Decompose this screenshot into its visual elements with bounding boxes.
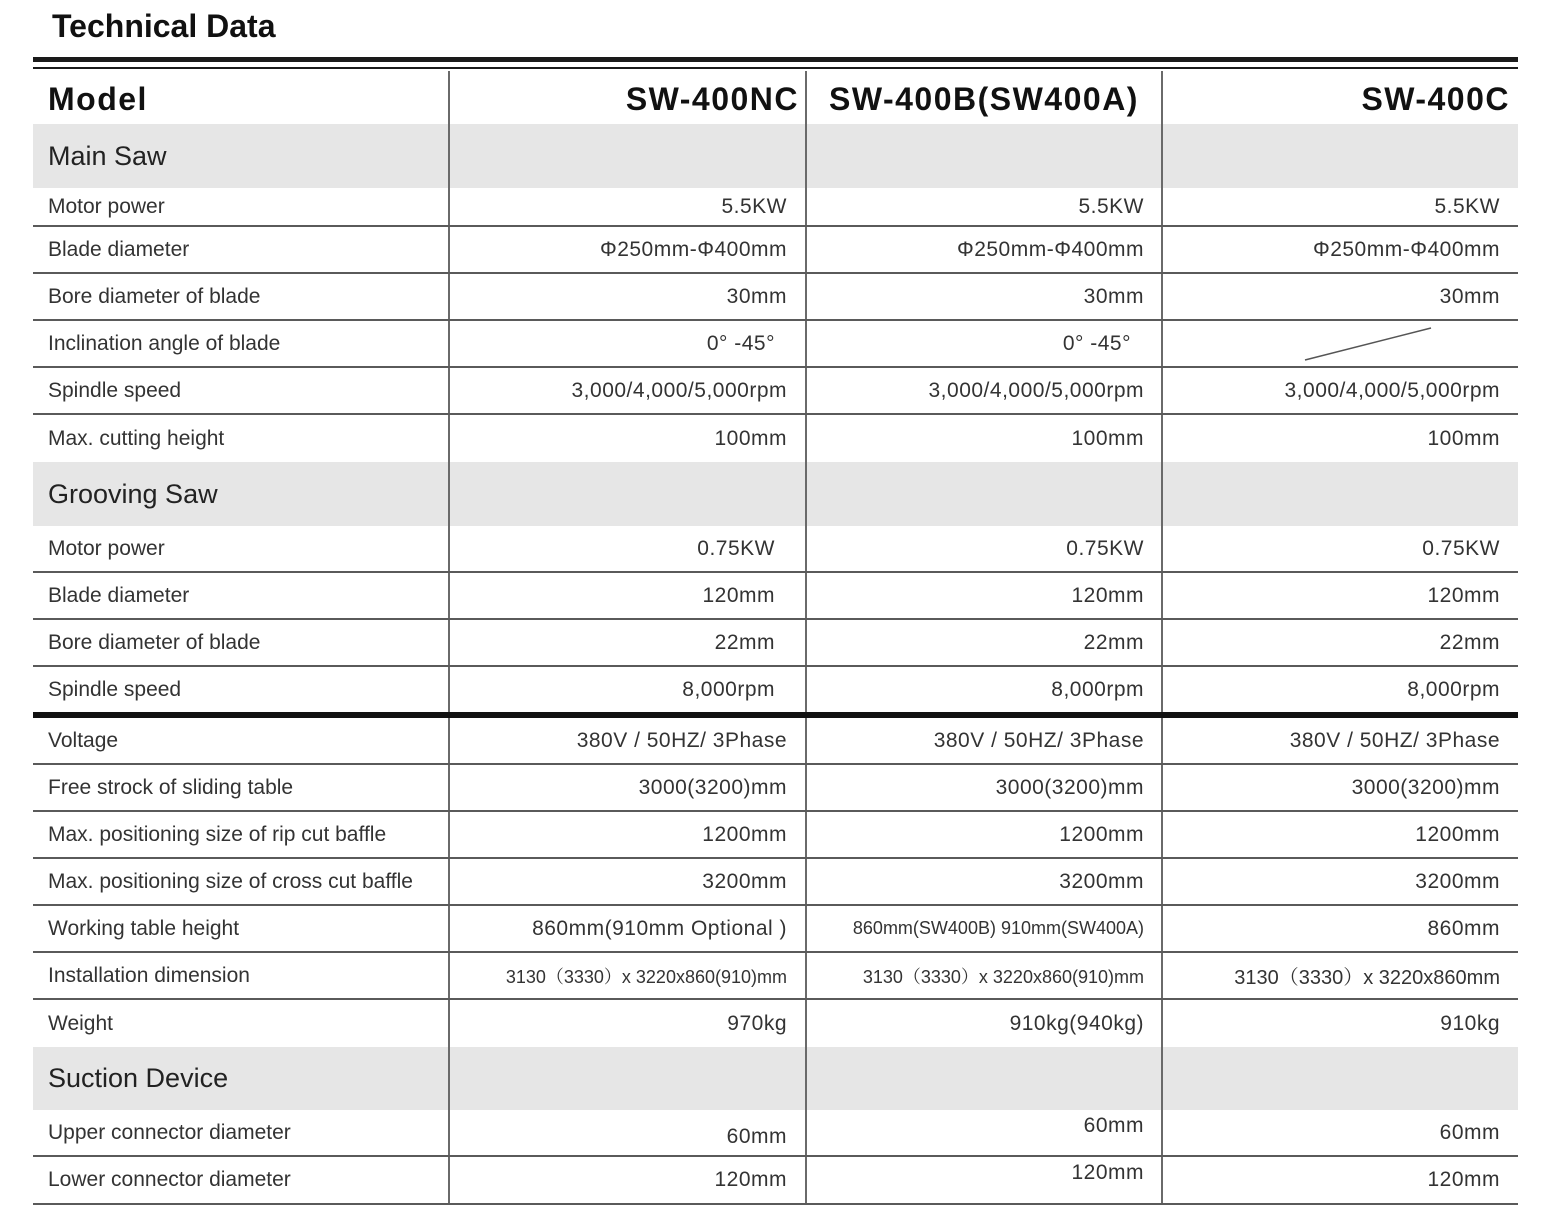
section-suction-device [33,1047,1518,1110]
not-applicable-slash [1303,324,1433,364]
header-row [33,71,1518,124]
spec-table [33,71,1518,1205]
value-cell: 100mm [805,415,1161,462]
value-cell: Φ250mm-Φ400mm [448,227,805,272]
row-label: Installation dimension [48,963,250,987]
value-cell: 3130（3330）x 3220x860(910)mm [448,953,805,998]
value-cell: 30mm [805,274,1161,319]
value-cell: 1200mm [805,812,1161,857]
row-label: Max. positioning size of cross cut baffle [48,869,413,893]
value-cell: 970kg [448,1000,805,1047]
value-cell: 0° -45° [805,321,1161,366]
row-label: Blade diameter [48,237,190,261]
model-sw-400c: SW-400C [1161,71,1518,124]
value-cell: 3200mm [1161,859,1518,904]
row-label: Free strock of sliding table [48,775,294,799]
table-row [33,368,1518,415]
value-cell: 1200mm [1161,812,1518,857]
value-cell: 0.75KW [805,526,1161,571]
table-row [33,812,1518,859]
value-cell: 120mm [448,1157,805,1203]
value-cell: 5.5KW [805,188,1161,225]
value-cell: 3130（3330）x 3220x860mm [1161,953,1518,998]
value-cell: 8,000rpm [1161,667,1518,712]
row-label: Lower connector diameter [48,1168,291,1191]
value-cell: 120mm [805,573,1161,618]
row-label: Max. cutting height [48,426,225,450]
value-cell: 3,000/4,000/5,000rpm [448,368,805,413]
table-row [33,859,1518,906]
value-cell: 380V / 50HZ/ 3Phase [1161,718,1518,763]
value-cell: 3000(3200)mm [1161,765,1518,810]
value-cell: Φ250mm-Φ400mm [805,227,1161,272]
value-cell: 60mm [1161,1110,1518,1155]
table-row [33,953,1518,1000]
value-cell: 0° -45° [448,321,805,366]
value-cell: 60mm [448,1110,805,1155]
value-cell: 3130（3330）x 3220x860(910)mm [805,953,1161,998]
value-cell: 8,000rpm [805,667,1161,712]
value-cell: 3,000/4,000/5,000rpm [1161,368,1518,413]
table-row [33,526,1518,573]
model-sw-400b: SW-400B(SW400A) [805,71,1161,124]
value-cell: Φ250mm-Φ400mm [1161,227,1518,272]
value-cell: 120mm [805,1157,1161,1203]
row-label: Inclination angle of blade [48,331,281,355]
value-cell: 3,000/4,000/5,000rpm [805,368,1161,413]
value-cell: 860mm(910mm Optional ) [448,906,805,951]
value-cell: 100mm [448,415,805,462]
value-cell: 100mm [1161,415,1518,462]
value-cell: 30mm [1161,274,1518,319]
value-cell: 910kg [1161,1000,1518,1047]
page-title: Technical Data [52,8,276,44]
value-cell: 860mm [1161,906,1518,951]
row-label: Spindle speed [48,378,182,402]
row-label: Motor power [48,536,165,560]
table-row [33,321,1518,368]
value-cell: 0.75KW [1161,526,1518,571]
row-label: Blade diameter [48,583,190,607]
value-cell: 8,000rpm [448,667,805,712]
section-label: Grooving Saw [48,478,218,509]
table-row [33,718,1518,765]
value-cell: 5.5KW [448,188,805,225]
table-row [33,1000,1518,1047]
value-cell-empty [1161,321,1518,366]
value-cell: 22mm [448,620,805,665]
value-cell: 22mm [805,620,1161,665]
row-label: Max. positioning size of rip cut baffle [48,822,387,846]
section-label: Suction Device [48,1063,229,1093]
value-cell: 30mm [448,274,805,319]
table-row [33,188,1518,227]
table-row [33,1110,1518,1157]
value-cell: 3000(3200)mm [805,765,1161,810]
value-cell: 3200mm [448,859,805,904]
value-cell: 120mm [1161,1157,1518,1203]
table-row [33,765,1518,812]
top-rule-thick [33,57,1518,62]
value-cell: 860mm(SW400B) 910mm(SW400A) [805,906,1161,951]
value-cell: 380V / 50HZ/ 3Phase [805,718,1161,763]
model-label: Model [48,81,148,117]
row-label: Weight [48,1011,113,1035]
row-label: Working table height [48,916,240,940]
value-cell: 120mm [448,573,805,618]
row-label: Upper connector diameter [48,1120,291,1144]
row-label: Motor power [48,194,165,218]
section-main-saw [33,124,1518,188]
table-row [33,906,1518,953]
value-cell: 1200mm [448,812,805,857]
model-sw-400nc: SW-400NC [448,71,805,124]
value-cell: 5.5KW [1161,188,1518,225]
value-cell: 120mm [1161,573,1518,618]
table-row [33,1157,1518,1205]
value-cell: 380V / 50HZ/ 3Phase [448,718,805,763]
section-grooving-saw [33,462,1518,526]
value-cell: 60mm [805,1110,1161,1155]
value-cell: 3000(3200)mm [448,765,805,810]
row-label: Spindle speed [48,677,182,701]
value-cell: 22mm [1161,620,1518,665]
value-cell: 0.75KW [448,526,805,571]
value-cell: 3200mm [805,859,1161,904]
table-row [33,620,1518,667]
row-label: Bore diameter of blade [48,284,261,308]
row-label: Voltage [48,728,119,752]
table-row [33,415,1518,462]
table-row [33,573,1518,620]
top-rule-thin [33,67,1518,69]
table-row [33,667,1518,718]
table-row [33,274,1518,321]
section-label: Main Saw [48,140,167,171]
row-label: Bore diameter of blade [48,630,261,654]
table-row [33,227,1518,274]
value-cell: 910kg(940kg) [805,1000,1161,1047]
